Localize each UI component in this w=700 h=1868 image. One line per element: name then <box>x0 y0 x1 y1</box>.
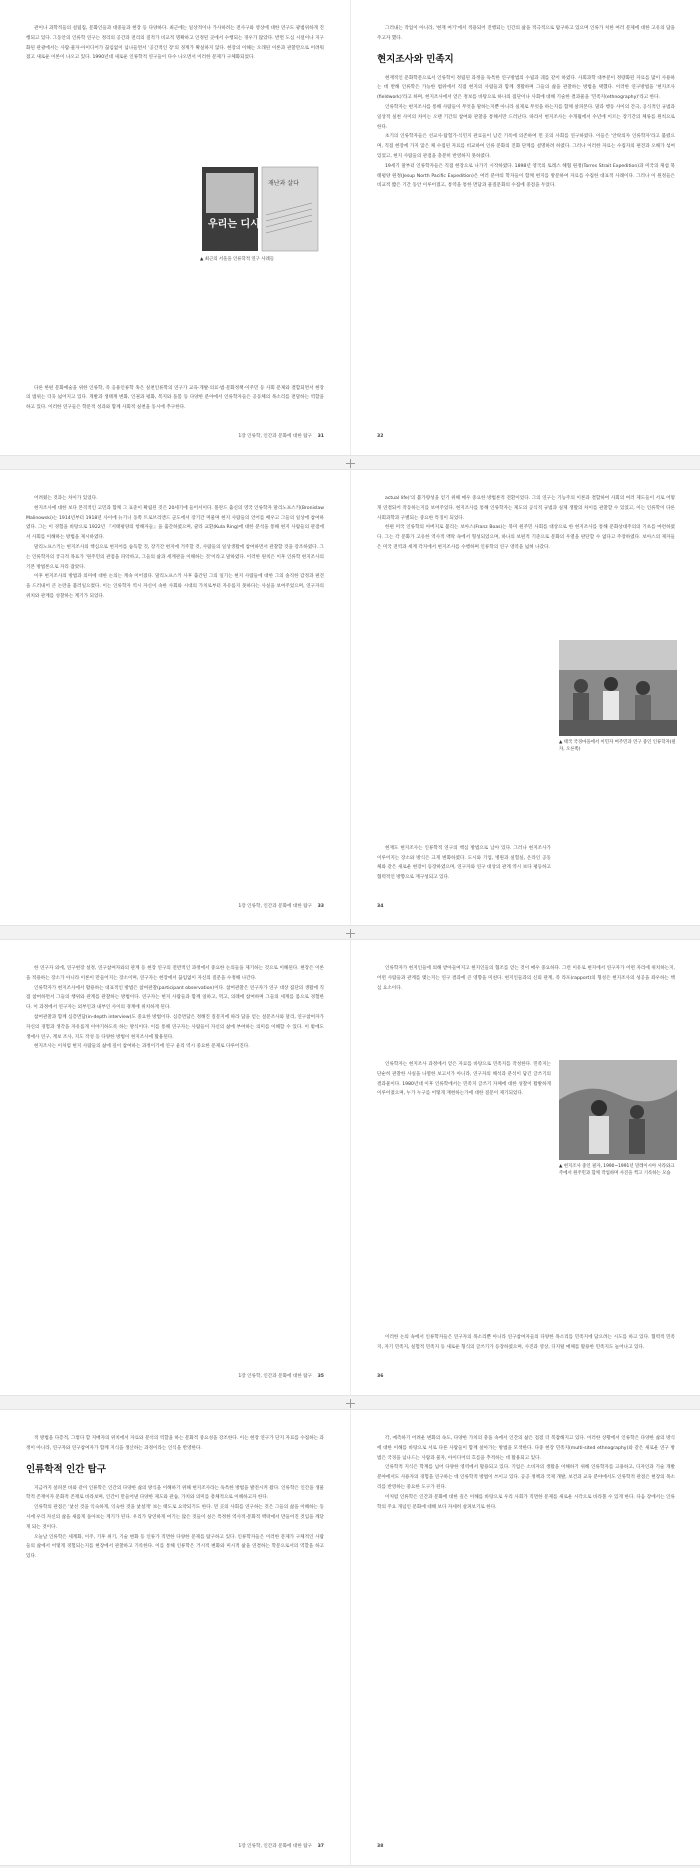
page-number: 36 <box>377 1374 384 1379</box>
photo-figure <box>559 1060 677 1210</box>
page-31-text <box>26 24 324 63</box>
page-38 <box>350 1410 700 1865</box>
footer-title: 1장 인류학, 인간과 문화에 대한 탐구 <box>238 904 313 909</box>
paragraph: 인류학자는 현지조사 과정에서 얻은 자료를 바탕으로 민족지를 작성한다. 민족지는 단순히 관찰한 사실을 나열한 보고서가 아니라, 연구자의 해석과 분석이 담긴 글쓰기의 결과물이다. 1980년대 이후 인류학에서는 민족지 글쓰기 자체에 대한 성찰이 활발하게 이루어졌으며, 누가 누구를 어떻게 재현하는가에 대한 질문이 제기되었다. <box>377 1062 551 1097</box>
page-number: 37 <box>317 1844 324 1849</box>
page-31-text-lower <box>26 384 324 413</box>
paragraph: 한 연구자 외에, 연구현장 설정, 연구참여자와의 관계 등 현장 연구의 전반적인 과정에서 중요한 논의들을 제기하는 것으로 이해된다. 현장은 이론을 적용하는 장소가 아니라 이론이 만들어지는 장소이며, 연구자는 현장에서 끊임없이 자신의 질문을 수정해 나간다. <box>26 966 324 981</box>
paragraph: 다른 한편 문화예술을 위한 인류학, 즉 응용인류학 혹은 실천인류학의 연구가 교육·개발·의료·법·문화정책·이주민 등 사회 문제와 결합되면서 현장의 범위는 더욱 넓어지고 있다. 개발과 생태계 변화, 인권과 평화, 복지와 돌봄 등 다양한 분야에서 인류학자들은 공동체의 목소리를 전달하는 역할을 하고 있다. 이러한 연구들은 학문적 성과와 함께 사회적 실천을 동시에 추구한다. <box>26 385 324 411</box>
crop-mark <box>346 1399 355 1408</box>
paragraph: 초기의 인류학자들은 선교사·탐험가·식민지 관료들이 남긴 기록에 의존하여 먼 곳의 사회를 연구하였다. 이들은 '안락의자 인류학자'라고 불렸으며, 직접 현장에 가지 않은 채 수집된 자료를 비교하여 인류 문화의 진화 단계를 설명하려 하였다. 그러나 이러한 자료는 수집자의 편견과 오해가 섞여 있었고, 현지 사람들의 관점을 충분히 반영하지 못하였다. <box>377 134 675 159</box>
footer-title: 1장 인류학, 인간과 문화에 대한 탐구 <box>238 1844 313 1849</box>
paragraph: 현지조사에 대한 보다 본격적인 고민과 함께 그 표준이 확립된 것은 20세기에 들어서이다. 폴란드 출신의 영국 인류학자 말리노프스키(Bronislaw Malinowski)는 1914년부터 1918년 사이에 뉴기니 동쪽 트로브리앤드 군도에서 장기간 머물며 현지 사람들의 언어를 배우고 그들의 일상에 참여하였다. 그는 이 경험을 바탕으로 1922년 『서태평양의 항해자들』을 출간하였으며, 쿨라 교환(Kula Ring)에 대한 분석을 통해 현지 사람들의 관점에서 사회를 이해하는 방법을 제시하였다. <box>26 505 324 541</box>
page-footer <box>377 1374 383 1379</box>
page-number: 32 <box>377 434 384 439</box>
page-32-text <box>377 24 675 191</box>
paragraph: 한편 미국 인류학의 아버지로 불리는 보아스(Franz Boas)는 북미 원주민 사회를 대상으로 한 현지조사를 통해 문화상대주의의 기초를 마련하였다. 그는 각 문화가 고유한 역사적 맥락 속에서 형성되었으며, 하나의 보편적 기준으로 문화의 우열을 판단할 수 없다고 주장하였다. 보아스의 제자들은 미국 전역과 세계 각지에서 현지조사를 수행하며 인류학의 연구 영역을 넓혀 나갔다. <box>377 525 675 550</box>
paragraph: 말리노프스키는 현지조사의 핵심으로 현지어를 습득할 것, 장기간 현지에 거주할 것, 사람들의 일상생활에 참여하면서 관찰할 것을 강조하였다. 그는 인류학자의 궁극적 목표가 '원주민의 관점을 파악하고, 그들의 삶과 세계관을 이해하는 것'이라고 말하였다. 이러한 원칙은 이후 인류학 현지조사의 기본 방법론으로 자리 잡았다. <box>26 544 324 570</box>
page-36-text-lower <box>377 1333 675 1353</box>
section-heading: 현지조사와 민족지 <box>377 53 454 65</box>
page-number: 35 <box>317 1374 324 1379</box>
paragraph: 지금까지 살펴본 바와 같이 인류학은 인간의 다양한 삶의 방식을 이해하기 위해 현지조사라는 독특한 방법을 발전시켜 왔다. 인류학은 인간을 생물학적 존재이자 문화적 존재로 바라보며, 인간이 만들어낸 다양한 제도와 관습, 가치와 의미를 총체적으로 이해하고자 한다. <box>26 1485 324 1501</box>
field-photo <box>559 640 677 736</box>
figure-caption: ▲ 현지조사 중인 필자, 1990~1991년 말레이시아 사라와크 주에서 원주민과 함께 작업하며 사진을 찍고 기록하는 모습 <box>559 1164 675 1176</box>
page-34 <box>350 470 700 925</box>
page-footer <box>238 433 324 439</box>
page-spread-2 <box>0 470 700 925</box>
page-37-text <box>26 1434 324 1562</box>
paragraph: 이처럼 인류학은 인간과 문화에 대한 깊은 이해를 바탕으로 우리 사회가 직면한 문제를 새로운 시각으로 바라볼 수 있게 한다. 다음 장에서는 인류학의 주요 개념인 문화에 대해 보다 자세히 살펴보기로 한다. <box>377 1494 675 1510</box>
page-38-text <box>377 1434 675 1512</box>
paragraph: 각, 예측하기 어려운 변화의 속도, 다양한 가치의 충돌 속에서 인간의 삶은 점점 더 복잡해지고 있다. 이러한 상황에서 인류학은 다양한 삶의 방식에 대한 이해를 바탕으로 서로 다른 사람들이 함께 살아가는 방법을 모색한다. 다중 현장 민족지(multi-sited ethnography)와 같은 새로운 연구 방법은 국경을 넘나드는 사람과 물자, 아이디어의 흐름을 추적하는 데 활용되고 있다. <box>377 1436 676 1461</box>
page-spread-4 <box>0 1410 700 1865</box>
paragraph: 적 방법을 다층적, 그렇다 할 지배자의 위치에서 자료와 분석의 역할을 하는 문화적 중요성을 강조한다. 이는 현장 연구가 단지 자료를 수집하는 과정이 아니라, 연구자와 연구참여자가 함께 지식을 생산하는 과정이라는 인식을 반영한다. <box>26 1436 324 1451</box>
page-33-text <box>26 494 324 602</box>
page-number: 31 <box>317 434 324 439</box>
footer-title: 1장 인류학, 인간과 문화에 대한 탐구 <box>238 434 313 439</box>
page-35-text <box>26 964 324 1052</box>
page-footer <box>238 903 324 909</box>
footer-title: 1장 인류학, 인간과 문화에 대한 탐구 <box>238 1374 313 1379</box>
page-33 <box>0 470 350 925</box>
paragraph: 이후 현지조사의 방법과 의미에 대한 논의는 계속 이어졌다. 말리노프스키 사후 출간된 그의 일기는 현지 사람들에 대한 그의 솔직한 감정과 편견을 드러내어 큰 논란을 불러일으켰다. 이는 인류학자 역시 자신이 속한 사회와 시대의 가치로부터 자유롭지 못하다는 사실을 보여주었으며, 연구자의 위치와 관계를 성찰하는 계기가 되었다. <box>26 574 324 599</box>
section-heading: 인류학적 인간 탐구 <box>26 1463 107 1475</box>
page-36-text-mid <box>377 1060 551 1099</box>
crop-mark <box>346 459 355 468</box>
book-figure <box>200 165 320 275</box>
paragraph: 이러한 논의 속에서 인류학자들은 연구자의 목소리뿐 아니라 연구참여자들의 다양한 목소리를 민족지에 담으려는 시도를 하고 있다. 협력적 민족지, 자기 민족지, 실험적 민족지 등 새로운 형식의 글쓰기가 등장하였으며, 사진과 영상, 디지털 매체를 활용한 민족지도 늘어나고 있다. <box>377 1335 675 1351</box>
paragraph: 인류학적 지식은 학계를 넘어 다양한 영역에서 활용되고 있다. 기업은 소비자의 생활을 이해하기 위해 인류학자를 고용하고, 디자인과 기술 개발 분야에서도 사용자의 경험을 연구하는 데 인류학적 방법이 쓰이고 있다. 공공 정책과 국제 개발, 보건과 교육 분야에서도 인류학적 관점은 현장의 목소리를 반영하는 중요한 도구가 된다. <box>377 1465 675 1490</box>
page-footer <box>377 904 383 909</box>
paragraph: 관이나 과학적들의 설립집, 문화인들과 대중들과 현장 등 다양하다. 최근에는 일상적이나 가사하려는 전사구와 영상에 대한 연구도 광범위하게 진행되고 있다. 그동안의 인류학 연구는 정리의 공간과 전리의 질적가 비교적 명확하고 인정된 곳에서 수행되는 경우가 많았다. 반면 도심 시설이나 지구화된 관광에서는 사람·물자·아이디어가 끊임없이 넘나들면서 '공간적인 장'의 경계가 확실하지 않다. 현장의 이해는 오래된 이론과 관찰만으로 어려워졌고 새로운 이론이 나오고 있다. 1990년대 새로운 인류학적 연구들이 다수 나오면서 이러한 문제가 구체화되었다. <box>26 26 324 61</box>
page-number: 38 <box>377 1844 384 1849</box>
book-covers-image <box>200 165 320 253</box>
page-36 <box>350 940 700 1395</box>
photo-figure <box>559 640 677 770</box>
page-footer <box>377 434 383 439</box>
page-34-text-lower <box>377 844 551 883</box>
paragraph: 인류학자가 현지조사에서 활용하는 대표적인 방법은 참여관찰(participant observation)이다. 참여관찰은 연구자가 연구 대상 집단의 생활에 직접 참여하면서 그들의 행위와 관계를 관찰하는 방법이다. 연구자는 현지 사람들과 함께 일하고, 먹고, 의례에 참여하며 그들의 세계를 몸으로 경험한다. 이 과정에서 연구자는 외부인과 내부인 사이의 경계에 위치하게 된다. <box>26 985 324 1011</box>
page-36-text <box>377 964 675 993</box>
paragraph: 참여관찰과 함께 심층면담(in-depth interview)도 중요한 방법이다. 심층면담은 정해진 질문지에 따라 답을 얻는 설문조사와 달리, 연구참여자가 자신의 경험과 생각을 자유롭게 이야기하도록 하는 방식이다. 이를 통해 연구자는 사람들이 자신의 삶에 부여하는 의미를 이해할 수 있다. 이 밖에도 생애사 연구, 계보 조사, 지도 작성 등 다양한 방법이 현지조사에 활용된다. <box>26 1014 324 1040</box>
page-number: 34 <box>377 904 384 909</box>
page-footer <box>238 1373 324 1379</box>
paragraph: 현재적인 문화학문으로서 인류학이 정립된 과정을 독특한 연구방법의 수립과 궤를 같이 하였다. 사회과학 대부분이 정량화된 자료를 많이 사용하는 데 반해 인류학은 가능한 범위에서 직접 현지의 사람들과 함께 생활하며 그들의 삶을 관찰하는 방법을 택했다. 이러한 연구방법을 '현지조사(fieldwork)'라고 하며, 현지조사에서 얻은 정보를 바탕으로 하나의 집단이나 사회에 대해 기술한 결과물을 '민족지(ethnography)'라고 한다. <box>377 75 675 101</box>
page-spread-3 <box>0 940 700 1395</box>
paragraph: 현지조사는 이처럼 현지 사람들의 삶에 깊이 참여하는 과정이기에 연구 윤리 역시 중요한 문제로 다루어진다. <box>34 1044 250 1050</box>
page-32 <box>350 0 700 455</box>
figure-caption: ▲ 태국 국경마을에서 이민자 여주민과 연구 중인 인류학자(필자, 오른쪽) <box>559 740 676 752</box>
paragraph: 인류학자가 현지인들에 의해 받아들여지고 현지인들의 협조를 얻는 것이 매우 중요하다. 그런 이유로 현지에서 연구자가 어떤 자리에 위치하는지, 어떤 사람들과 관계를 맺는지는 연구 결과에 큰 영향을 미친다. 현지인들과의 신뢰 관계, 즉 라포(rapport)의 형성은 현지조사의 성공을 좌우하는 핵심 요소이다. <box>377 966 675 991</box>
paragraph: 어려웠는 것과는 차이가 있었다. <box>34 496 98 501</box>
page-31 <box>0 0 350 455</box>
paragraph: 19세기 말부터 인류학자들은 직접 현장으로 나가기 시작하였다. 1898년 영국의 토레스 해협 원정(Torres Strait Expedition)과 미국의 제섭 북태평양 원정(Jesup North Pacific Expedition)은 여러 분야의 학자들이 함께 현지를 방문하여 자료를 수집한 대표적 사례이다. 그러나 이 원정들은 비교적 짧은 기간 동안 이루어졌고, 통역을 통한 면담과 물질문화의 수집에 중점을 두었다. <box>377 163 675 189</box>
page-number: 33 <box>317 904 324 909</box>
crop-mark <box>346 929 355 938</box>
page-spread-1 <box>0 0 700 455</box>
page-35 <box>0 940 350 1395</box>
book1-title: 우리는 디시 <box>208 219 260 230</box>
book2-title: 재난과 살다 <box>268 180 299 187</box>
paragraph: actual life)'의 불가량성을 얻기 위해 매우 중요한 방법론적 전환이었다. 그의 연구는 기능주의 이론과 결합하여 사회의 여러 제도들이 서로 어떻게 연결되어 작동하는지를 보여주었다. 현지조사를 통해 인류학자는 제도의 공식적 규범과 실제 생활의 차이를 관찰할 수 있었고, 이는 인류학이 다른 사회과학과 구별되는 중요한 특징이 되었다. <box>377 496 675 521</box>
paragraph: 현재도 현지조사는 인류학적 연구의 핵심 방법으로 남아 있다. 그러나 현지조사가 이루어지는 장소와 방식은 크게 변화하였다. 도시와 기업, 병원과 실험실, 온라인 공동체와 같은 새로운 현장이 등장하였으며, 연구자와 연구 대상의 관계 역시 보다 평등하고 협력적인 방향으로 재구성되고 있다. <box>377 845 551 881</box>
intro-paragraph: 그러내는 작업이 아니라, '현재 여기'에서 적용되어 진행되는 인간의 삶을 적극적으로 탐구하고 있으며 인류가 처한 여러 문제에 대한 고유의 답을 주고자 했다. <box>377 26 675 41</box>
page-footer <box>377 1844 383 1849</box>
paragraph: 인류학자는 현지조사를 통해 사람들이 무엇을 말하는지뿐 아니라 실제로 무엇을 하는지를 함께 살펴본다. 말과 행동 사이의 간극, 공식적인 규범과 일상적 실천 사이의 차이는 오랜 기간의 참여와 관찰을 통해서만 드러난다. 따라서 현지조사는 수개월에서 수년에 이르는 장기간의 체류를 원칙으로 한다. <box>377 104 675 130</box>
page-footer <box>238 1843 324 1849</box>
field-photo <box>559 1060 677 1160</box>
figure-caption: ▲ 최근의 서울을 인류학적 연구 사례들 <box>200 257 274 262</box>
paragraph: 인류학의 관점은 '낯선 것을 익숙하게, 익숙한 것을 낯설게' 보는 태도로 요약되기도 한다. 먼 곳의 사회를 연구하는 것은 그들의 삶을 이해하는 동시에 우리 자신의 삶을 새롭게 돌아보는 계기가 된다. 우리가 당연하게 여기는 많은 것들이 실은 특정한 역사적·문화적 맥락에서 만들어진 것임을 깨닫게 되는 것이다. <box>26 1505 324 1530</box>
paragraph: 오늘날 인류학은 세계화, 이주, 기후 위기, 기술 변화 등 인류가 직면한 다양한 문제를 탐구하고 있다. 인류학자들은 이러한 문제가 구체적인 사람들의 삶에서 어떻게 경험되는지를 현장에서 관찰하고 기록한다. 이를 통해 인류학은 거시적 변화와 미시적 삶을 연결하는 학문으로서의 역할을 하고 있다. <box>26 1534 324 1560</box>
page-37 <box>0 1410 350 1865</box>
page-34-text <box>377 494 675 553</box>
